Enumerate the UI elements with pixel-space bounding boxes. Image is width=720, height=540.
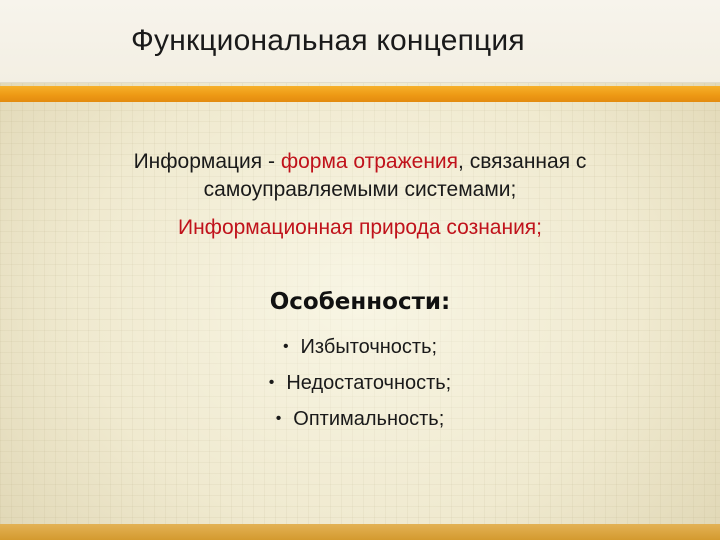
definition-suffix: , связанная с bbox=[458, 150, 587, 173]
feature-label: Оптимальность; bbox=[293, 408, 445, 430]
list-item bbox=[0, 365, 720, 401]
list-item bbox=[0, 401, 720, 437]
title-bar bbox=[0, 0, 720, 83]
bullet-icon: • bbox=[268, 374, 275, 391]
list-item bbox=[0, 329, 720, 365]
definition-text bbox=[60, 148, 660, 204]
bottom-bar bbox=[0, 524, 720, 540]
features-heading: Особенности: bbox=[269, 289, 451, 315]
feature-label: Избыточность; bbox=[300, 336, 438, 358]
accent-bar bbox=[0, 86, 720, 102]
definition-highlight: форма отражения bbox=[280, 150, 459, 173]
slide-title: Функциональная концепция bbox=[131, 24, 525, 57]
definition-line2: самоуправляемыми системами; bbox=[203, 178, 517, 201]
slide-body bbox=[60, 148, 660, 242]
feature-label: Недостаточность; bbox=[286, 372, 452, 394]
bullet-icon: • bbox=[282, 338, 289, 355]
nature-text: Информационная природа сознания; bbox=[177, 216, 543, 239]
features-list bbox=[0, 329, 720, 437]
bullet-icon: • bbox=[275, 410, 282, 427]
definition-prefix: Информация - bbox=[133, 150, 281, 173]
